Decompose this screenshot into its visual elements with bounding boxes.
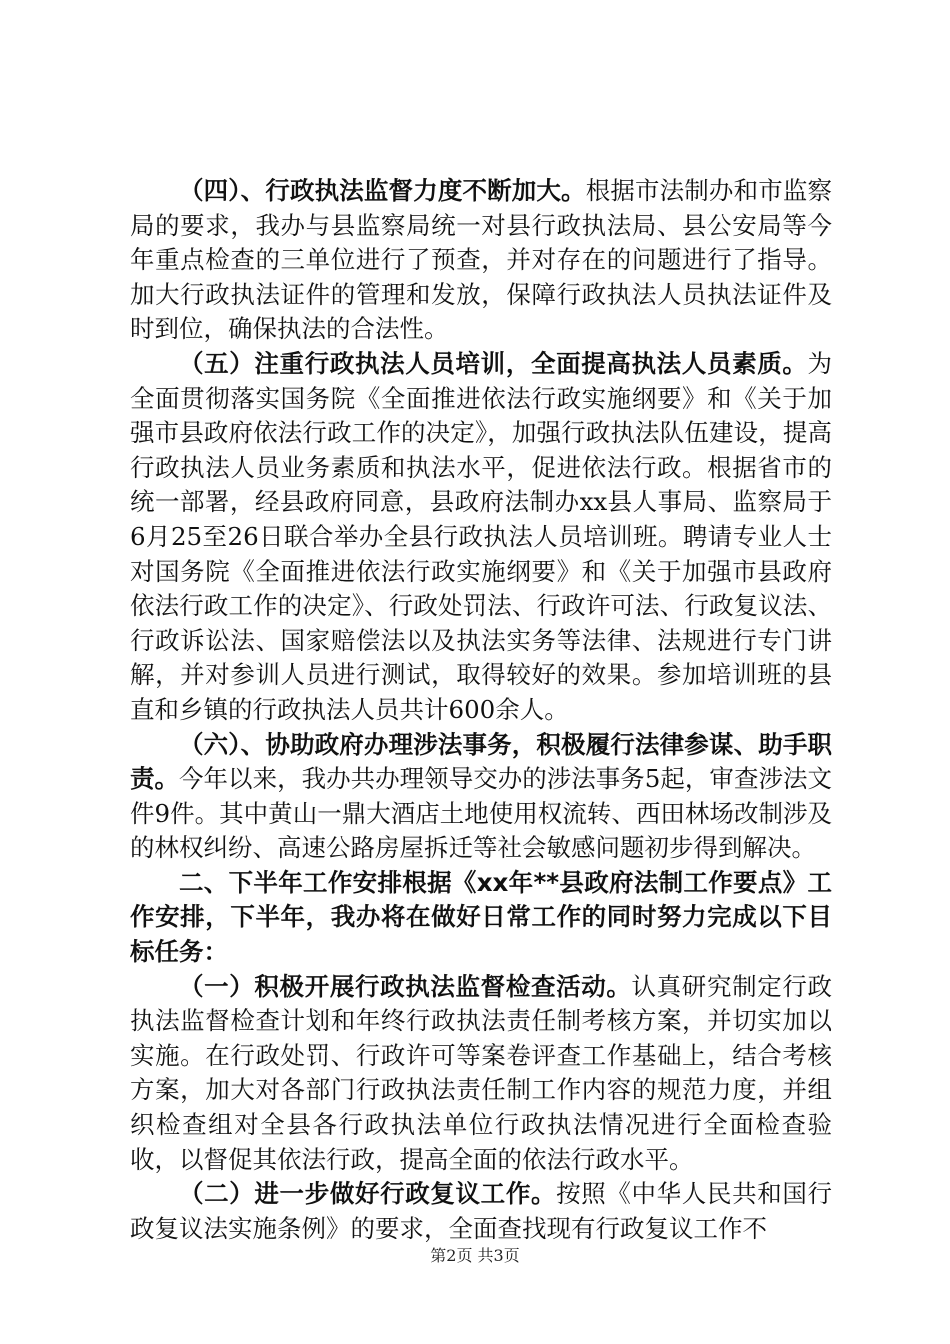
paragraph-5-heading: （五）注重行政执法人员培训，全面提高执法人员素质。 [179,348,808,378]
paragraph-5 [130,347,832,728]
paragraph-6-text: 今年以来，我办共办理领导交办的涉法事务5起，审查涉法文件9件。其中黄山一鼎大酒店土地使用权流转、西田林场改制涉及的林权纠纷、高速公路房屋拆迁等社会敏感问题初步得到解决。 [130,764,832,863]
page-footer [0,1243,950,1266]
document-body [130,174,832,1246]
paragraph-6-heading: （六）、协助政府办理涉法事务，积极履行法律参谋、助手职责。 [130,729,832,794]
task-2 [130,1177,832,1246]
paragraph-4-text: 根据市法制办和市监察局的要求，我办与县监察局统一对县行政执法局、县公安局等今年重点检查的三单位进行了预查，并对存在的问题进行了指导。加大行政执法证件的管理和发放，保障行政执法人员执法证件及时到位，确保执法的合法性。 [130,176,833,344]
paragraph-4 [130,174,832,347]
task-2-text: 按照《中华人民共和国行政复议法实施条例》的要求，全面查找现有行政复议工作不 [130,1179,833,1243]
page-number-label: 第2页 共3页 [430,1246,520,1265]
task-1-heading: （一）积极开展行政执法监督检查活动。 [179,971,632,1001]
paragraph-4-heading: （四）、行政执法监督力度不断加大。 [179,176,586,205]
paragraph-5-text: 为全面贯彻落实国务院《全面推进依法行政实施纲要》和《关于加强市县政府依法行政工作的决定》，加强行政执法队伍建设，提高行政执法人员业务素质和执法水平，促进依法行政。根据省市的统一部署，经县政府同意，县政府法制办xx县人事局、监察局于6月25至26日联合举办全县行政执法人员培训班。聘请专业人士对国务院《全面推进依法行政实施纲要》和《关于加强市县政府依法行政工作的决定》、行政处罚法、行政许可法、行政复议法、行政诉讼法、国家赔偿法以及执法实务等法律、法规进行专门讲解，并对参训人员进行测试，取得较好的效果。参加培训班的县直和乡镇的行政执法人员共计600余人。 [130,348,832,724]
task-1 [130,970,832,1178]
paragraph-6 [130,728,832,866]
task-1-text: 认真研究制定行政执法监督检查计划和年终行政执法责任制考核方案，并切实加以实施。在行政处罚、行政许可等案卷评查工作基础上，结合考核方案，加大对各部门行政执法责任制工作内容的规范力度，并组织检查组对全县各行政执法单位行政执法情况进行全面检查验收，以督促其依法行政，提高全面的依法行政水平。 [130,971,833,1174]
section-heading: 二、下半年工作安排根据《xx年**县政府法制工作要点》工作安排，下半年，我办将在做好日常工作的同时努力完成以下目标任务： [130,867,832,967]
task-2-heading: （二）进一步做好行政复议工作。 [179,1179,557,1209]
